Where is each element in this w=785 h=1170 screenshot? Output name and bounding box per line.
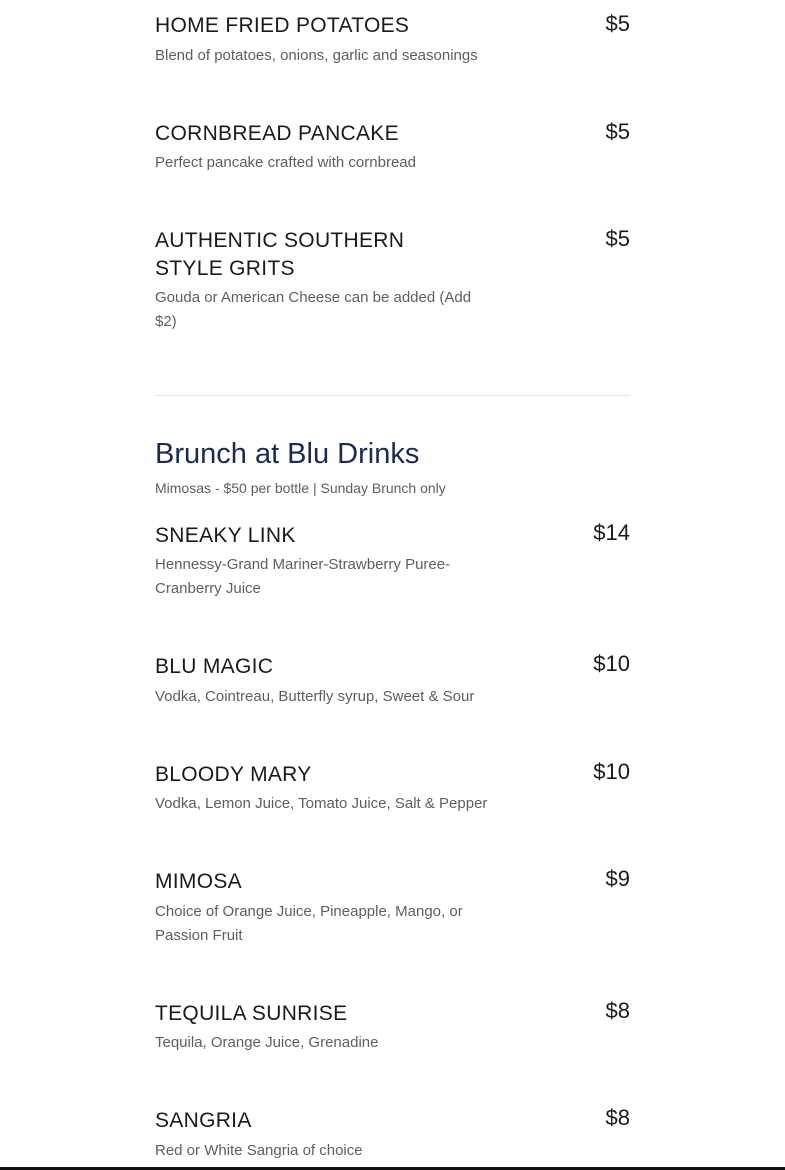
item-description: Vodka, Cointreau, Butterfly syrup, Sweet & Sour bbox=[155, 688, 475, 705]
menu-item bbox=[155, 1103, 630, 1163]
item-name: AUTHENTIC SOUTHERN STYLE GRITS bbox=[155, 229, 405, 280]
menu-item bbox=[155, 116, 630, 175]
item-description: Blend of potatoes, onions, garlic and seasonings bbox=[155, 47, 478, 64]
menu-item bbox=[155, 649, 630, 709]
item-price: $5 bbox=[605, 119, 630, 144]
item-name: SANGRIA bbox=[155, 1109, 252, 1132]
item-price: $10 bbox=[593, 651, 630, 676]
menu-item bbox=[155, 8, 630, 68]
section-title: Brunch at Blu Drinks bbox=[155, 438, 420, 470]
item-price: $14 bbox=[593, 520, 630, 545]
item-description: Hennessy-Grand Mariner-Strawberry Puree-Cranberry Juice bbox=[155, 556, 451, 597]
item-name: CORNBREAD PANCAKE bbox=[155, 122, 399, 145]
item-description: Red or White Sangria of choice bbox=[155, 1142, 363, 1159]
menu-item bbox=[155, 864, 630, 948]
item-price: $5 bbox=[605, 226, 630, 251]
item-price: $9 bbox=[605, 866, 630, 891]
item-name: TEQUILA SUNRISE bbox=[155, 1002, 348, 1025]
menu-item bbox=[155, 223, 630, 334]
item-description: Tequila, Orange Juice, Grenadine bbox=[155, 1034, 379, 1051]
item-price: $8 bbox=[605, 1105, 630, 1130]
section-note: Mimosas - $50 per bottle | Sunday Brunch only bbox=[155, 480, 446, 496]
item-price: $10 bbox=[593, 759, 630, 784]
menu-item bbox=[155, 996, 630, 1055]
item-description: Perfect pancake crafted with cornbread bbox=[155, 154, 416, 171]
section-divider bbox=[155, 395, 630, 396]
menu-item bbox=[155, 757, 630, 816]
item-name: BLOODY MARY bbox=[155, 763, 312, 786]
item-name: MIMOSA bbox=[155, 870, 242, 893]
menu-item bbox=[155, 518, 630, 601]
item-description: Choice of Orange Juice, Pineapple, Mango, or Passion Fruit bbox=[155, 903, 463, 944]
item-name: HOME FRIED POTATOES bbox=[155, 14, 410, 37]
item-description: Gouda or American Cheese can be added (Add $2) bbox=[155, 289, 472, 330]
item-name: BLU MAGIC bbox=[155, 655, 274, 678]
item-description: Vodka, Lemon Juice, Tomato Juice, Salt & Pepper bbox=[155, 795, 488, 812]
item-name: SNEAKY LINK bbox=[155, 524, 296, 547]
item-price: $5 bbox=[605, 11, 630, 36]
item-price: $8 bbox=[605, 998, 630, 1023]
